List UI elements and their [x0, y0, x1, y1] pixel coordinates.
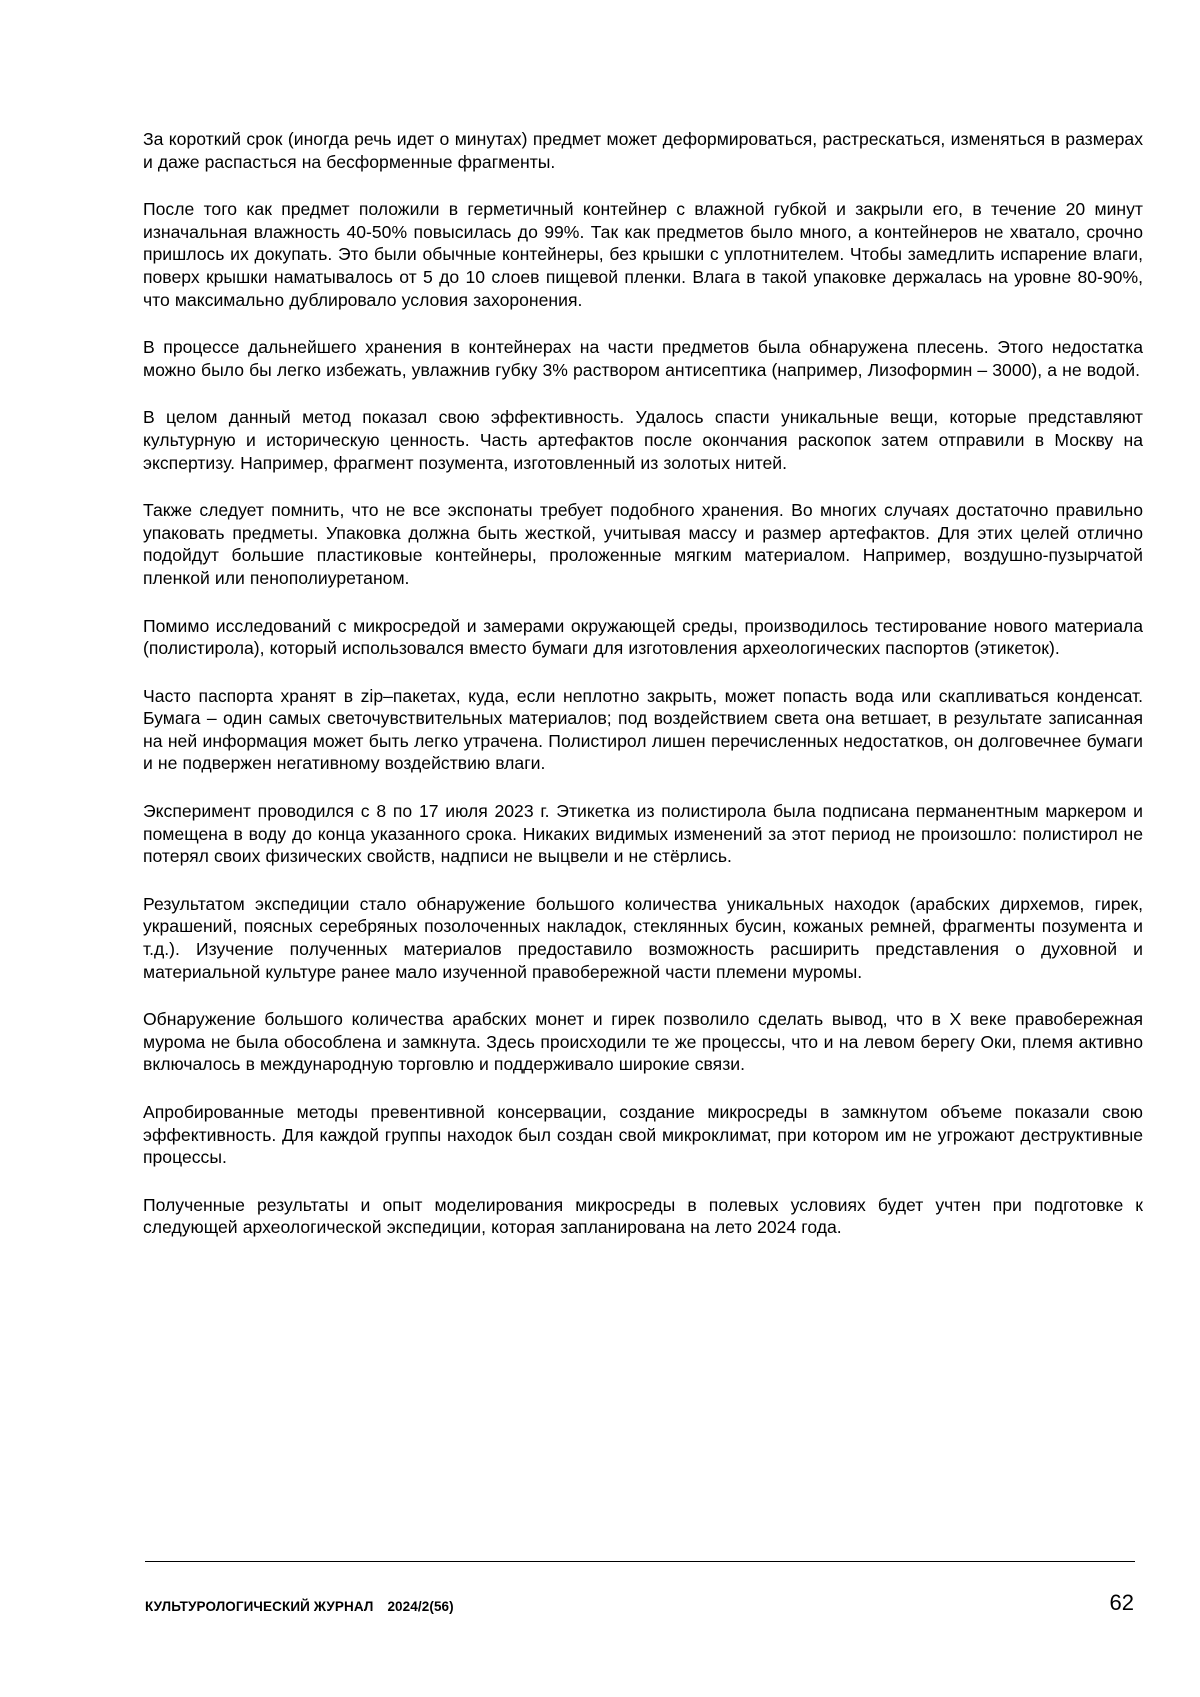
paragraph: Апробированные методы превентивной консервации, создание микросреды в замкнутом объеме показали свою эффективность. Для каждой группы находок был создан свой микроклимат, при котором им не угрожают деструктивные процессы. [143, 1102, 1143, 1168]
paragraph: Результатом экспедиции стало обнаружение большого количества уникальных находок (арабских дирхемов, гирек, украшений, поясных серебряных позолоченных накладок, стеклянных бусин, кожаных ремней, фрагменты позумента и т.д.). Изучение полученных материалов предоставило возможность расширить представления о духовной и материальной культуре ранее мало изученной правобережной части племени муромы. [143, 893, 1143, 982]
footer-journal-info [145, 1599, 454, 1614]
paragraph: Также следует помнить, что не все экспонаты требует подобного хранения. Во многих случаях достаточно правильно упаковать предметы. Упаковка должна быть жесткой, учитывая массу и размер артефактов. Для этих целей отлично подойдут большие пластиковые контейнеры, проложенные мягким материалом. Например, воздушно-пузырчатой пленкой или пенополиуретаном. [143, 500, 1143, 588]
paragraph: В процессе дальнейшего хранения в контейнерах на части предметов была обнаружена плесень. Этого недостатка можно было бы легко избежать, увлажнив губку 3% раствором антисептика (например, Лизоформин – 3000), а не водой. [143, 337, 1143, 380]
footer-divider [145, 1561, 1135, 1562]
paragraph: Часто паспорта хранят в zip–пакетах, куда, если неплотно закрыть, может попасть вода или скапливаться конденсат. Бумага – один самых светочувствительных материалов; под воздействием света она ветшает, в результате записанная на ней информация может быть легко утрачена. Полистирол лишен перечисленных недостатков, он долговечнее бумаги и не подвержен негативному воздействию влаги. [143, 685, 1143, 774]
journal-name: КУЛЬТУРОЛОГИЧЕСКИЙ ЖУРНАЛ [145, 1599, 374, 1614]
article-body [143, 128, 1143, 1264]
paragraph: Эксперимент проводился с 8 по 17 июля 2023 г. Этикетка из полистирола была подписана перманентным маркером и помещена в воду до конца указанного срока. Никаких видимых изменений за этот период не произошло: полистирол не потерял своих физических свойств, надписи не выцвели и не стёрлись. [143, 801, 1143, 867]
journal-issue: 2024/2(56) [387, 1599, 454, 1614]
paragraph: В целом данный метод показал свою эффективность. Удалось спасти уникальные вещи, которые представляют культурную и историческую ценность. Часть артефактов после окончания раскопок затем отправили в Москву на экспертизу. Например, фрагмент позумента, изготовленный из золотых нитей. [143, 407, 1143, 473]
paragraph: Помимо исследований с микросредой и замерами окружающей среды, производилось тестирование нового материала (полистирола), который использовался вместо бумаги для изготовления археологических паспортов (этикеток). [143, 615, 1143, 659]
page-number: 62 [1109, 1590, 1134, 1615]
paragraph: После того как предмет положили в герметичный контейнер с влажной губкой и закрыли его, в течение 20 минут изначальная влажность 40-50% повысилась до 99%. Так как предметов было много, а контейнеров не хватало, срочно пришлось их докупать. Это были обычные контейнеры, без крышки с уплотнителем. Чтобы замедлить испарение влаги, поверх крышки наматывалось от 5 до 10 слоев пищевой пленки. Влага в такой упаковке держалась на уровне 80-90%, что максимально дублировало условия захоронения. [143, 199, 1143, 310]
paragraph: За короткий срок (иногда речь идет о минутах) предмет может деформироваться, растрескаться, изменяться в размерах и даже распасться на бесформенные фрагменты. [143, 129, 1143, 172]
paragraph: Обнаружение большого количества арабских монет и гирек позволило сделать вывод, что в Х веке правобережная мурома не была обособлена и замкнута. Здесь происходили те же процессы, что и на левом берегу Оки, племя активно включалось в международную торговлю и поддерживало широкие связи. [143, 1009, 1143, 1075]
paragraph: Полученные результаты и опыт моделирования микросреды в полевых условиях будет учтен при подготовке к следующей археологической экспедиции, которая запланирована на лето 2024 года. [143, 1194, 1143, 1238]
